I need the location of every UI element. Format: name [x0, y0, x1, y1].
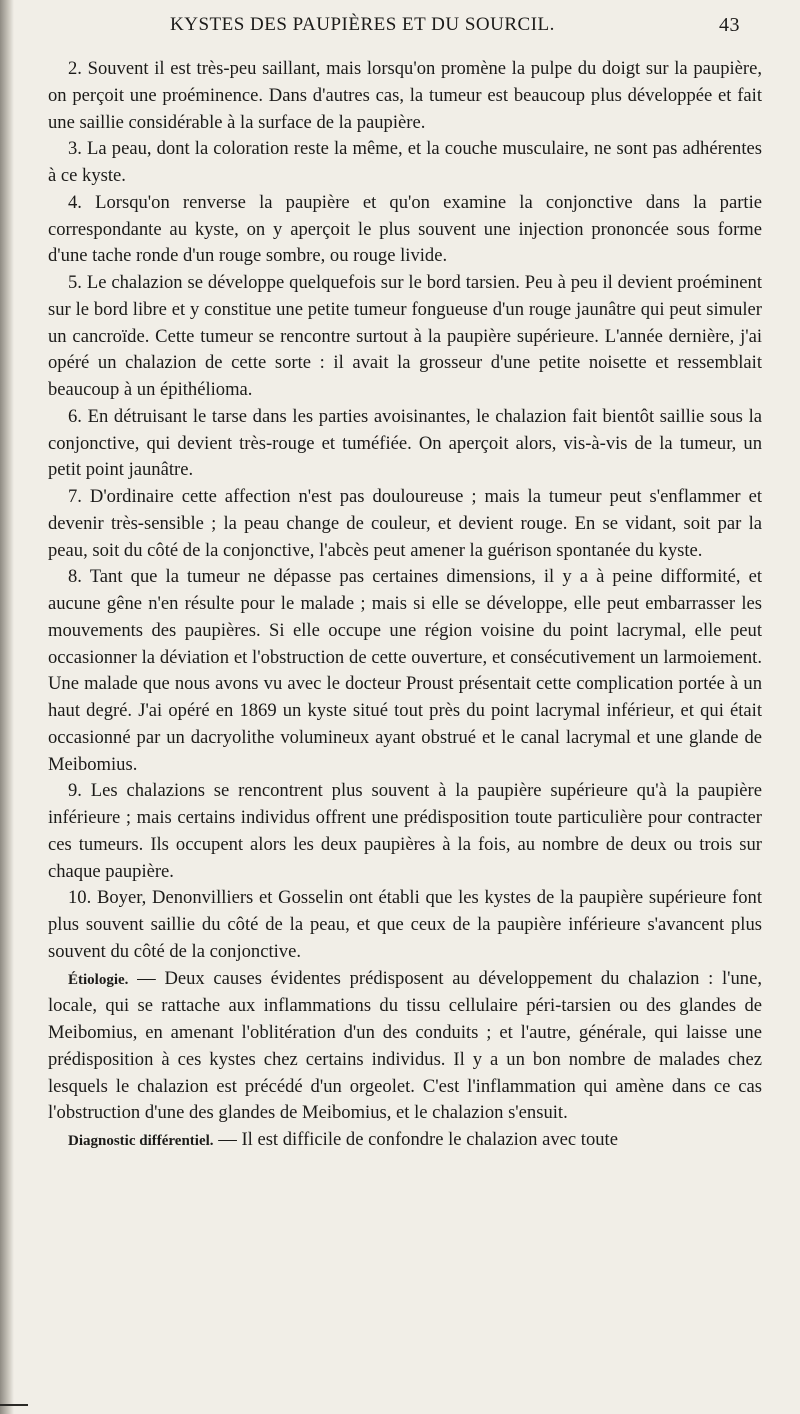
paragraph-3: 3. La peau, dont la coloration reste la même, et la couche musculaire, ne sont pas adhérentes à ce kyste.: [48, 138, 762, 186]
paragraph-8: 8. Tant que la tumeur ne dépasse pas certaines dimensions, il y a à peine difformité, et aucune gêne n'en résulte pour le malade ; mais si elle se développe, elle peut embarrasser les mouvements des paupières. Si elle occupe une région voisine du point lacrymal, elle peut occasionner la déviation et l'obstruction de cette ouverture, et consécutivement un larmoiement. Une malade que nous avons vu avec le docteur Proust présentait cette complication portée à un haut degré. J'ai opéré en 1869 un kyste situé tout près du point lacrymal inférieur, et qui était occasionné par un dacryolithe volumineux ayant obstrué et le canal lacrymal et une glande de Meibomius.: [48, 566, 762, 775]
paragraph-5: 5. Le chalazion se développe quelquefois sur le bord tarsien. Peu à peu il devient proéminent sur le bord libre et y constitue une petite tumeur fongueuse d'un rouge jaunâtre qui peut simuler un cancroïde. Cette tumeur se rencontre surtout à la paupière supérieure. L'année dernière, j'ai opéré un chalazion de cette sorte : il avait la grosseur d'une petite noisette et ressemblait beaucoup à un épithélioma.: [48, 272, 762, 400]
paragraph-2: 2. Souvent il est très-peu saillant, mais lorsqu'on promène la pulpe du doigt sur la paupière, on perçoit une proéminence. Dans d'autres cas, la tumeur est beaucoup plus développée et fait une saillie considérable à la surface de la paupière.: [48, 58, 762, 133]
paragraph-4: 4. Lorsqu'on renverse la paupière et qu'on examine la conjonctive dans la partie correspondante au kyste, on y aperçoit le plus souvent une injection prononcée sous forme d'une tache ronde d'un rouge sombre, ou rouge livide.: [48, 191, 762, 267]
diagnosis-paragraph: [48, 1127, 762, 1155]
page-edge-rule: [0, 1404, 28, 1406]
diagnosis-text: — Il est difficile de confondre le chalazion avec toute: [213, 1129, 618, 1150]
diagnosis-heading: Diagnostic différentiel.: [68, 1133, 214, 1149]
etiology-paragraph: [48, 966, 762, 1128]
paragraph-7: 7. D'ordinaire cette affection n'est pas douloureuse ; mais la tumeur peut s'enflammer et devenir très-sensible ; la peau change de couleur, et devient rouge. En se vidant, soit par la peau, soit du côté de la conjonctive, l'abcès peut amener la guérison spontanée du kyste.: [48, 486, 762, 561]
paragraph-9: 9. Les chalazions se rencontrent plus souvent à la paupière supérieure qu'à la paupière inférieure ; mais certains individus offrent une prédisposition toute particulière pour contracter ces tumeurs. Ils occupent alors les deux paupières à la fois, au nombre de deux ou trois sur chaque paupière.: [48, 780, 762, 882]
etiology-text: — Deux causes évidentes prédisposent au développement du chalazion : l'une, locale, qui se rattache aux inflammations du tissu cellulaire péri-tarsien ou des glandes de Meibomius, en amenant l'oblitération d'un des conduits ; et l'autre, générale, qui laisse une prédisposition à ces kystes chez certains individus. Il y a un bon nombre de malades chez lesquels le chalazion est précédé d'un orgeolet. C'est l'inflammation qui amène dans ce cas l'obstruction d'une des glandes de Meibomius, et le chalazion s'ensuit.: [48, 967, 762, 1124]
body-text: [48, 56, 762, 1155]
page-number: 43: [719, 14, 740, 36]
etiology-heading: Étiologie.: [68, 971, 129, 988]
paragraph-6: 6. En détruisant le tarse dans les parties avoisinantes, le chalazion fait bientôt saillie sous la conjonctive, qui devient très-rouge et tuméfiée. On aperçoit alors, vis-à-vis de la tumeur, un petit point jaunâtre.: [48, 405, 762, 481]
paragraph-10: 10. Boyer, Denonvilliers et Gosselin ont établi que les kystes de la paupière supérieure font plus souvent saillie du côté de la peau, et que ceux de la paupière inférieure s'avancent plus souvent du côté de la conjonctive.: [48, 887, 762, 962]
running-title: KYSTES DES PAUPIÈRES ET DU SOURCIL.: [170, 14, 555, 35]
